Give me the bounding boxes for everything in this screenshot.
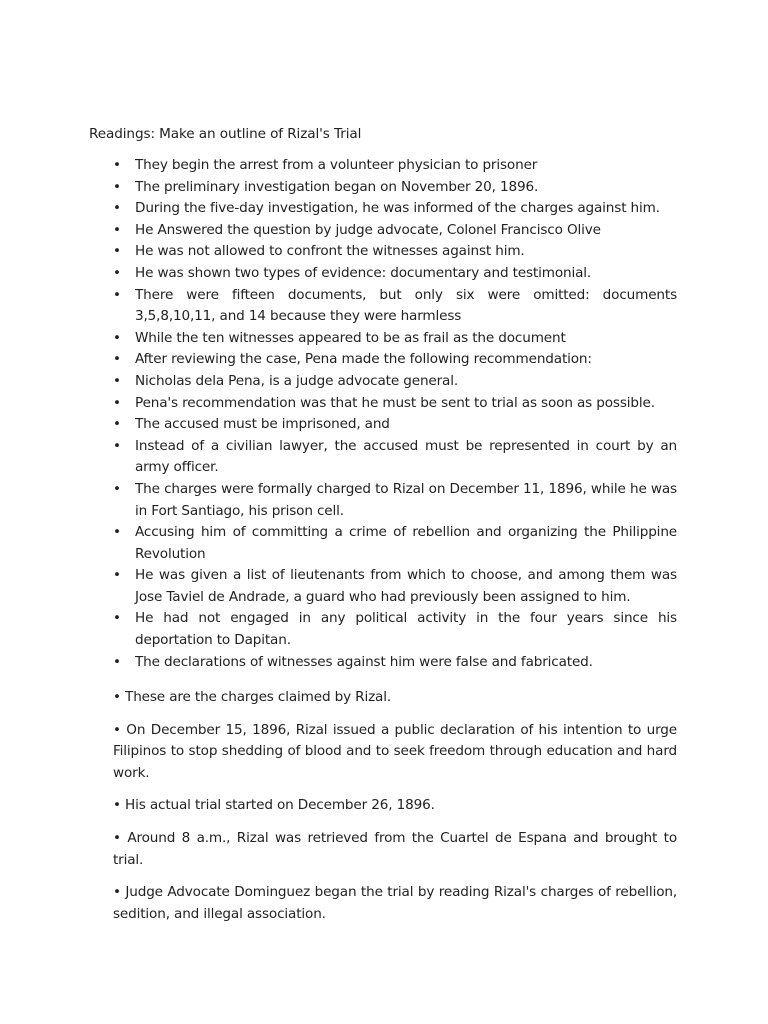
bullet-icon: •: [113, 243, 121, 260]
bullet-icon: •: [113, 610, 121, 627]
list-item-text: The accused must be imprisoned, and: [135, 416, 390, 433]
paragraph: • His actual trial started on December 26, 1896.: [113, 797, 435, 814]
document-heading: Readings: Make an outline of Rizal's Trial: [89, 126, 362, 142]
list-item: [113, 349, 677, 371]
list-item-text: He was not allowed to confront the witnesses against him.: [135, 243, 525, 260]
list-item-text: The preliminary investigation began on November 20, 1896.: [135, 178, 539, 195]
list-item-text: Instead of a civilian lawyer, the accused must be represented in court by an army officer.: [135, 437, 677, 476]
list-item: [113, 565, 677, 608]
paragraph: • On December 15, 1896, Rizal issued a public declaration of his intention to urge Filipinos to stop shedding of blood and to seek freedom through education and hard work.: [113, 721, 677, 781]
list-item-text: Pena's recommendation was that he must be sent to trial as soon as possible.: [135, 394, 655, 411]
bullet-icon: •: [113, 157, 121, 173]
bullet-icon: •: [113, 567, 121, 584]
list-item-text: After reviewing the case, Pena made the following recommendation:: [135, 351, 592, 368]
list-item: [113, 479, 677, 522]
list-item: [113, 393, 677, 415]
list-item-text: He Answered the question by judge advocate, Colonel Francisco Olive: [135, 221, 601, 238]
list-item: [113, 436, 677, 479]
bullet-icon: •: [113, 437, 121, 454]
bullet-icon: •: [113, 372, 121, 389]
bullet-icon: •: [113, 351, 121, 368]
list-item: [113, 652, 677, 674]
list-item: [113, 241, 677, 263]
bullet-icon: •: [113, 264, 121, 281]
bullet-icon: •: [113, 653, 121, 670]
paragraph: • These are the charges claimed by Rizal.: [113, 689, 392, 705]
list-item-text: Accusing him of committing a crime of rebellion and organizing the Philippine Revolution: [135, 524, 677, 562]
list-item: [113, 522, 677, 565]
list-item: [113, 177, 677, 199]
bullet-icon: •: [113, 178, 121, 195]
list-item: [113, 155, 677, 177]
bullet-icon: •: [113, 394, 121, 411]
bullet-icon: •: [113, 286, 121, 303]
paragraph: • Judge Advocate Dominguez began the trial by reading Rizal's charges of rebellion, sedition, and illegal association.: [113, 884, 677, 922]
list-item-text: The declarations of witnesses against him were false and fabricated.: [135, 653, 593, 670]
bullet-icon: •: [113, 200, 121, 217]
list-item: [113, 198, 677, 220]
list-item-text: They begin the arrest from a volunteer physician to prisoner: [135, 157, 538, 173]
list-item-text: He was shown two types of evidence: documentary and testimonial.: [135, 264, 592, 281]
list-item-text: He had not engaged in any political activity in the four years since his deportation to Dapitan.: [135, 610, 677, 649]
list-item-text: Nicholas dela Pena, is a judge advocate general.: [135, 372, 459, 389]
paragraph: • Around 8 a.m., Rizal was retrieved from the Cuartel de Espana and brought to trial.: [113, 829, 677, 868]
list-item-text: There were fifteen documents, but only six were omitted: documents 3,5,8,10,11, and 14 because they were harmless: [135, 286, 677, 325]
bullet-icon: •: [113, 524, 121, 541]
list-item-text: The charges were formally charged to Rizal on December 11, 1896, while he was in Fort Santiago, his prison cell.: [135, 480, 677, 519]
list-item-text: During the five-day investigation, he was informed of the charges against him.: [135, 200, 660, 217]
list-item-text: While the ten witnesses appeared to be as frail as the document: [135, 329, 566, 346]
list-item-text: He was given a list of lieutenants from which to choose, and among them was Jose Taviel de Andrade, a guard who had previously been assigned to him.: [135, 567, 677, 605]
list-item: [113, 608, 677, 651]
list-item: [113, 263, 677, 285]
list-item: [113, 220, 677, 242]
bullet-icon: •: [113, 480, 121, 497]
list-item: [113, 414, 677, 436]
list-item: [113, 285, 677, 328]
bullet-icon: •: [113, 221, 121, 238]
trial-paragraphs: [113, 687, 677, 936]
bullet-icon: •: [113, 416, 121, 433]
list-item: [113, 371, 677, 393]
list-item: [113, 328, 677, 350]
outline-bullet-list: [113, 155, 677, 673]
bullet-icon: •: [113, 329, 121, 346]
